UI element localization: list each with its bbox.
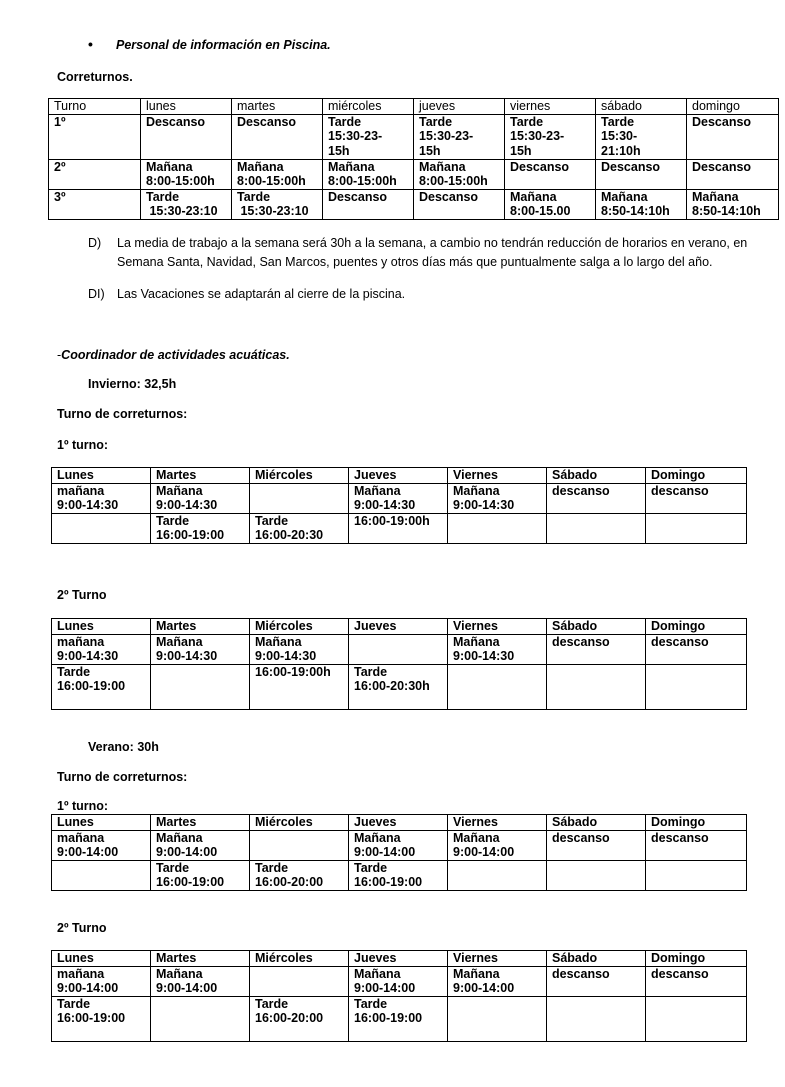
table-cell: [547, 860, 646, 890]
cell-line: 9:00-14:00: [156, 981, 218, 995]
cell-line: Mañana: [146, 159, 193, 174]
cell-line: 8:00-15:00h: [419, 174, 488, 188]
header-cell: domingo: [687, 99, 779, 115]
table-cell: [151, 483, 250, 513]
cell-line: descanso: [552, 483, 610, 498]
cell-line: 16:00-20:00: [255, 875, 324, 889]
table-cell: [49, 189, 141, 219]
header-cell: Lunes: [52, 619, 151, 635]
header-cell: Viernes: [448, 815, 547, 831]
table-header-row: [52, 815, 747, 831]
table-cell: [646, 513, 747, 543]
cell-line: Descanso: [237, 114, 297, 129]
cell-line: Mañana: [354, 966, 401, 981]
header-cell: Jueves: [349, 619, 448, 635]
table-row: [52, 664, 747, 709]
table-cell: [49, 159, 141, 189]
cell-line: 16:00-19:00: [354, 875, 423, 889]
table-cell: [646, 634, 747, 664]
cell-line: Tarde: [57, 996, 91, 1011]
cell-line: Mañana: [419, 159, 466, 174]
table-cell: [448, 830, 547, 860]
table-cell: [151, 860, 250, 890]
table-cell: [448, 513, 547, 543]
invierno-t1-label: 1º turno:: [57, 438, 109, 452]
table-cell: [250, 830, 349, 860]
cell-line: Descanso: [601, 159, 661, 174]
table-cell: [547, 996, 646, 1041]
header-cell: Lunes: [52, 951, 151, 967]
header-cell: Viernes: [448, 619, 547, 635]
table-cell: [52, 513, 151, 543]
cell-line: Mañana: [453, 830, 500, 845]
table-cell: [250, 860, 349, 890]
table-cell: [349, 860, 448, 890]
cell-line: 9:00-14:30: [453, 649, 515, 663]
cell-line: Mañana: [692, 189, 739, 204]
cell-line: 15h: [419, 143, 441, 158]
cell-line: Mañana: [453, 634, 500, 649]
header-cell: Martes: [151, 815, 250, 831]
table-header-row: [49, 99, 779, 115]
table-cell: [505, 189, 596, 219]
table-row: [49, 114, 779, 159]
note-di-mark: DI): [88, 287, 105, 301]
header-cell: Miércoles: [250, 619, 349, 635]
table-row: [52, 513, 747, 543]
table-cell: [349, 634, 448, 664]
table-header-row: [52, 951, 747, 967]
cell-line: 9:00-14:30: [156, 649, 218, 663]
cell-line: 8:50-14:10h: [601, 204, 670, 218]
table-row: [52, 830, 747, 860]
coordinador-title: Coordinador de actividades acuáticas.: [61, 348, 290, 362]
cell-line: Mañana: [237, 159, 284, 174]
cell-line: 8:00-15:00h: [328, 174, 397, 188]
cell-line: 9:00-14:00: [57, 845, 119, 859]
table-cell: [596, 114, 687, 159]
table-cell: [141, 189, 232, 219]
cell-line: Mañana: [354, 830, 401, 845]
cell-line: Mañana: [354, 483, 401, 498]
table-cell: [52, 634, 151, 664]
cell-line: Mañana: [156, 634, 203, 649]
cell-line: Mañana: [255, 634, 302, 649]
cell-line: 8:00-15:00h: [146, 174, 215, 188]
bullet-heading: [88, 36, 331, 52]
table-header-row: [52, 619, 747, 635]
cell-line: Mañana: [601, 189, 648, 204]
cell-line: 16:00-19:00: [57, 679, 126, 693]
cell-line: 2º: [54, 159, 66, 174]
header-cell: Turno: [49, 99, 141, 115]
table-cell: [52, 860, 151, 890]
cell-line: 16:00-19:00h: [354, 513, 430, 528]
header-cell: Martes: [151, 951, 250, 967]
table-cell: [646, 664, 747, 709]
cell-line: 16:00-19:00: [354, 1011, 423, 1025]
note-d-mark: D): [88, 236, 102, 250]
table-cell: [151, 830, 250, 860]
header-cell: Domingo: [646, 619, 747, 635]
table-cell: [141, 159, 232, 189]
header-cell: Domingo: [646, 815, 747, 831]
table-row: [49, 159, 779, 189]
cell-line: Descanso: [510, 159, 570, 174]
table-cell: [448, 966, 547, 996]
header-cell: Lunes: [52, 468, 151, 484]
table-cell: [505, 114, 596, 159]
verano-t2-label: 2º Turno: [57, 921, 107, 935]
cell-line: Tarde: [255, 996, 289, 1011]
table-cell: [151, 966, 250, 996]
correturnos-label: Correturnos.: [57, 70, 133, 84]
cell-line: 8:50-14:10h: [692, 204, 761, 218]
cell-line: 15:30-23:10: [237, 204, 309, 218]
table-cell: [349, 513, 448, 543]
header-cell: miércoles: [323, 99, 414, 115]
header-cell: Miércoles: [250, 815, 349, 831]
cell-line: 15:30-: [601, 129, 638, 143]
cell-line: Mañana: [510, 189, 557, 204]
header-cell: Lunes: [52, 815, 151, 831]
cell-line: 15:30-23-: [328, 129, 383, 143]
invierno-turno2-table: [51, 618, 747, 710]
table-cell: [323, 159, 414, 189]
cell-line: Mañana: [453, 966, 500, 981]
cell-line: 16:00-20:30h: [354, 679, 430, 693]
bullet-text: Personal de información en Piscina.: [116, 38, 331, 52]
cell-line: Tarde: [354, 664, 388, 679]
table-cell: [49, 114, 141, 159]
table-cell: [349, 966, 448, 996]
cell-line: mañana: [57, 830, 105, 845]
header-cell: Viernes: [448, 468, 547, 484]
table-row: [52, 634, 747, 664]
header-cell: sábado: [596, 99, 687, 115]
table-cell: [547, 634, 646, 664]
header-cell: lunes: [141, 99, 232, 115]
table-cell: [250, 664, 349, 709]
cell-line: 9:00-14:00: [354, 845, 416, 859]
header-cell: Viernes: [448, 951, 547, 967]
cell-line: 8:00-15.00: [510, 204, 571, 218]
header-cell: Sábado: [547, 815, 646, 831]
table-cell: [52, 483, 151, 513]
cell-line: 9:00-14:30: [453, 498, 515, 512]
table-cell: [687, 189, 779, 219]
cell-line: Mañana: [156, 483, 203, 498]
table-cell: [349, 483, 448, 513]
table-row: [52, 996, 747, 1041]
cell-line: 9:00-14:30: [354, 498, 416, 512]
cell-line: 9:00-14:00: [156, 845, 218, 859]
table-cell: [250, 513, 349, 543]
table-cell: [323, 189, 414, 219]
cell-line: Tarde: [255, 860, 289, 875]
cell-line: Descanso: [328, 189, 388, 204]
table-row: [52, 483, 747, 513]
header-cell: Martes: [151, 619, 250, 635]
invierno-t2-label: 2º Turno: [57, 588, 107, 602]
table-cell: [151, 996, 250, 1041]
cell-line: descanso: [651, 966, 709, 981]
cell-line: Tarde: [156, 513, 190, 528]
table-cell: [250, 966, 349, 996]
table-cell: [646, 966, 747, 996]
table-header-row: [52, 468, 747, 484]
table-cell: [646, 996, 747, 1041]
cell-line: Tarde: [328, 114, 362, 129]
table-cell: [646, 860, 747, 890]
cell-line: Tarde: [255, 513, 289, 528]
table-cell: [448, 860, 547, 890]
table-cell: [52, 830, 151, 860]
cell-line: 16:00-20:30: [255, 528, 324, 542]
coordinador-heading: [57, 348, 290, 362]
cell-line: Tarde: [237, 189, 271, 204]
verano-label: Verano: 30h: [88, 740, 159, 754]
cell-line: Descanso: [692, 159, 752, 174]
cell-line: Tarde: [156, 860, 190, 875]
cell-line: Mañana: [328, 159, 375, 174]
cell-line: 16:00-19:00: [156, 875, 225, 889]
cell-line: Tarde: [601, 114, 635, 129]
cell-line: 9:00-14:00: [57, 981, 119, 995]
invierno-turno-label: Turno de correturnos:: [57, 407, 188, 421]
cell-line: 15h: [510, 143, 532, 158]
cell-line: Tarde: [510, 114, 544, 129]
header-cell: Miércoles: [250, 468, 349, 484]
note-di-text: Las Vacaciones se adaptarán al cierre de la piscina.: [117, 287, 406, 301]
verano-turno1-table: [51, 814, 747, 891]
cell-line: mañana: [57, 483, 105, 498]
table-cell: [687, 114, 779, 159]
table-cell: [414, 114, 505, 159]
verano-t1-label: 1º turno:: [57, 799, 109, 813]
cell-line: mañana: [57, 634, 105, 649]
cell-line: Descanso: [419, 189, 479, 204]
verano-turno2-table: [51, 950, 747, 1042]
header-cell: Jueves: [349, 468, 448, 484]
cell-line: descanso: [552, 634, 610, 649]
cell-line: Tarde: [146, 189, 180, 204]
table-cell: [52, 966, 151, 996]
invierno-turno1-table: [51, 467, 747, 544]
table-cell: [646, 830, 747, 860]
table-cell: [250, 634, 349, 664]
header-cell: Sábado: [547, 619, 646, 635]
header-cell: Sábado: [547, 951, 646, 967]
table-cell: [448, 634, 547, 664]
header-cell: Sábado: [547, 468, 646, 484]
cell-line: 16:00-19:00: [156, 528, 225, 542]
cell-line: mañana: [57, 966, 105, 981]
cell-line: 16:00-19:00h: [255, 664, 331, 679]
verano-turno-label: Turno de correturnos:: [57, 770, 188, 784]
cell-line: Tarde: [354, 860, 388, 875]
header-cell: viernes: [505, 99, 596, 115]
cell-line: descanso: [651, 634, 709, 649]
table-cell: [547, 664, 646, 709]
cell-line: Tarde: [419, 114, 453, 129]
cell-line: 9:00-14:30: [57, 498, 119, 512]
table-cell: [687, 159, 779, 189]
cell-line: 16:00-20:00: [255, 1011, 324, 1025]
cell-line: 15:30-23:10: [146, 204, 218, 218]
table-cell: [448, 483, 547, 513]
cell-line: Mañana: [453, 483, 500, 498]
cell-line: 15h: [328, 143, 350, 158]
cell-line: 21:10h: [601, 143, 641, 158]
cell-line: 3º: [54, 189, 66, 204]
cell-line: 9:00-14:00: [453, 845, 515, 859]
table-cell: [151, 634, 250, 664]
table-cell: [232, 114, 323, 159]
cell-line: 8:00-15:00h: [237, 174, 306, 188]
note-di: [88, 285, 785, 305]
note-d-text: La media de trabajo a la semana será 30h a la semana, a cambio no tendrán reducción de horarios en verano, en Semana Santa, Navidad, San Marcos, puentes y otros días más que puntualmente salga a lo largo del año.: [117, 236, 748, 269]
table-cell: [349, 996, 448, 1041]
table-cell: [232, 189, 323, 219]
table-cell: [52, 996, 151, 1041]
cell-line: descanso: [552, 830, 610, 845]
invierno-label: Invierno: 32,5h: [88, 377, 177, 391]
table-row: [52, 966, 747, 996]
cell-line: 9:00-14:30: [156, 498, 218, 512]
cell-line: 15:30-23-: [510, 129, 565, 143]
table-cell: [596, 189, 687, 219]
cell-line: descanso: [651, 830, 709, 845]
table-row: [52, 860, 747, 890]
table-cell: [414, 189, 505, 219]
bullet-icon: •: [88, 36, 93, 52]
cell-line: 9:00-14:00: [453, 981, 515, 995]
table-cell: [547, 830, 646, 860]
cell-line: Descanso: [692, 114, 752, 129]
cell-line: Tarde: [57, 664, 91, 679]
table-cell: [547, 966, 646, 996]
table-cell: [596, 159, 687, 189]
cell-line: 9:00-14:30: [255, 649, 317, 663]
table-cell: [151, 513, 250, 543]
table-cell: [141, 114, 232, 159]
header-cell: Martes: [151, 468, 250, 484]
table-cell: [250, 483, 349, 513]
cell-line: 15:30-23-: [419, 129, 474, 143]
header-cell: Domingo: [646, 951, 747, 967]
coordinador-prefix: -: [57, 348, 62, 362]
table-cell: [52, 664, 151, 709]
header-cell: Jueves: [349, 815, 448, 831]
header-cell: martes: [232, 99, 323, 115]
table-cell: [505, 159, 596, 189]
table-cell: [232, 159, 323, 189]
header-cell: jueves: [414, 99, 505, 115]
table-cell: [448, 996, 547, 1041]
cell-line: 9:00-14:30: [57, 649, 119, 663]
cell-line: descanso: [552, 966, 610, 981]
table-cell: [250, 996, 349, 1041]
cell-line: 1º: [54, 114, 66, 129]
table-cell: [349, 830, 448, 860]
table-cell: [646, 483, 747, 513]
table-cell: [547, 513, 646, 543]
header-cell: Miércoles: [250, 951, 349, 967]
header-cell: Domingo: [646, 468, 747, 484]
cell-line: Mañana: [156, 830, 203, 845]
cell-line: descanso: [651, 483, 709, 498]
cell-line: Mañana: [156, 966, 203, 981]
cell-line: Descanso: [146, 114, 206, 129]
cell-line: 16:00-19:00: [57, 1011, 126, 1025]
cell-line: Tarde: [354, 996, 388, 1011]
note-d: [88, 234, 785, 274]
cell-line: 9:00-14:00: [354, 981, 416, 995]
table-cell: [349, 664, 448, 709]
main-shift-table: [48, 98, 779, 220]
table-cell: [323, 114, 414, 159]
table-cell: [547, 483, 646, 513]
table-cell: [414, 159, 505, 189]
header-cell: Jueves: [349, 951, 448, 967]
table-cell: [448, 664, 547, 709]
table-cell: [151, 664, 250, 709]
table-row: [49, 189, 779, 219]
